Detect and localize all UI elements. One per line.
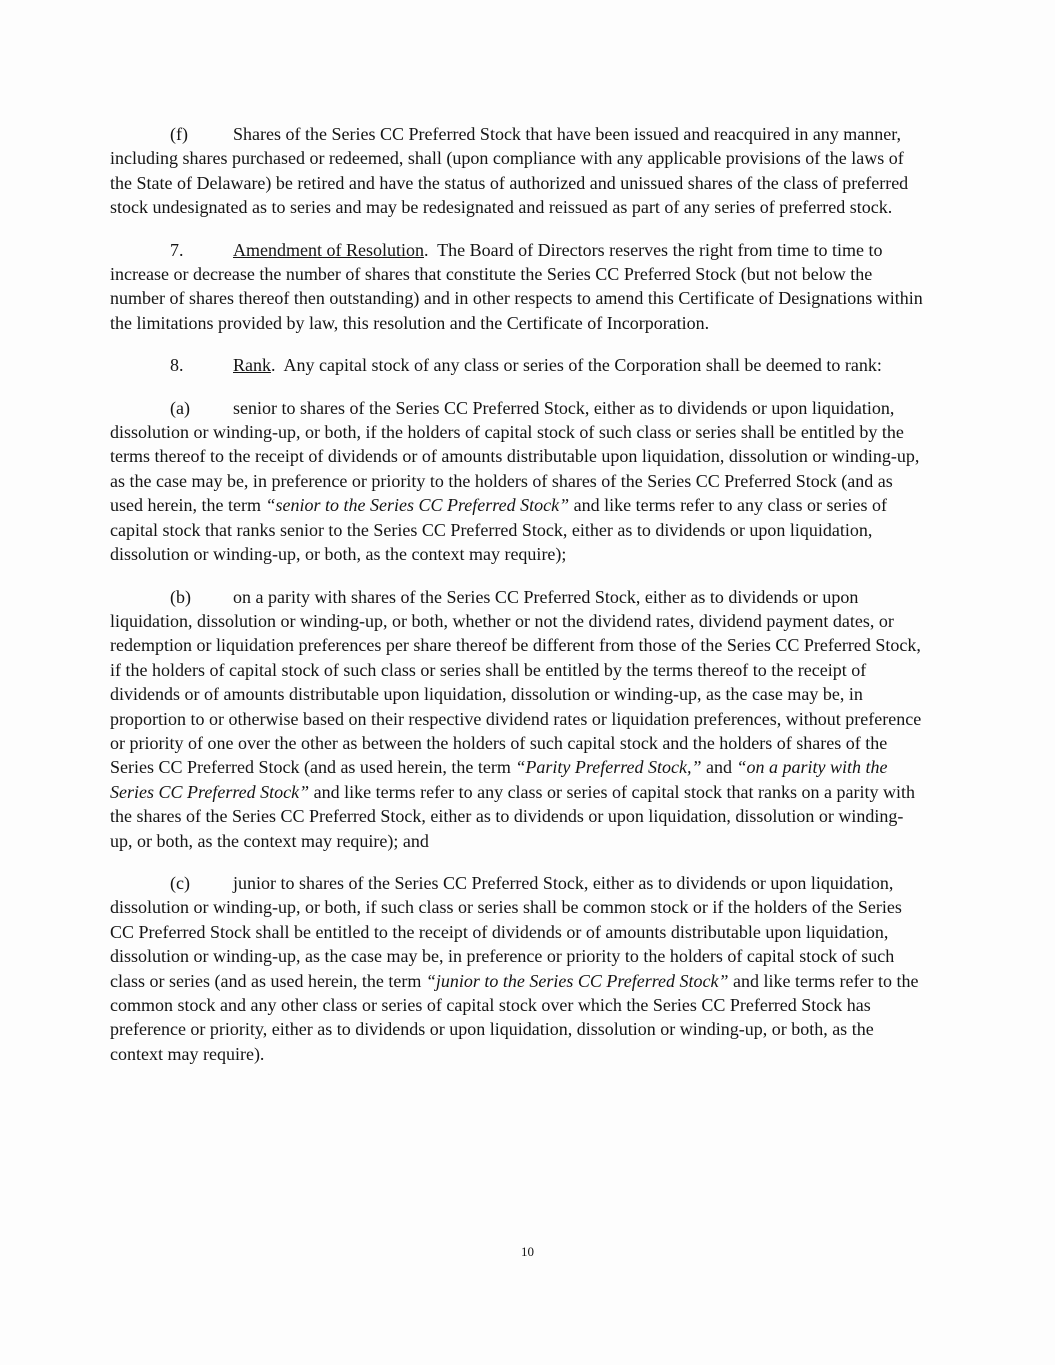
section-title-underlined: Rank [233, 355, 271, 376]
paragraph-b [110, 585, 924, 853]
paragraph-text: and like terms refer to the common stock and any other class or series of capital stock over which the Series CC Preferred Stock has preference or priority, either as to dividends or upon liquidation, dissolution or winding-up, or both, as the context may require). [110, 970, 923, 1064]
section-title-underlined: Amendment of Resolution [233, 239, 424, 260]
paragraph-a [110, 396, 924, 567]
paragraph-text: . The Board of Directors reserves the right from time to time to increase or decrease the number of shares that constitute the Series CC Preferred Stock (but not below the number of shares thereof then outstanding) and in other respects to amend this Certificate of Designations within the limitations provided by law, this resolution and the Certificate of Incorporation. [110, 239, 928, 333]
paragraph-label: 8. [170, 355, 184, 376]
paragraph-text: on a parity with shares of the Series CC Preferred Stock, either as to dividends or upon liquidation, dissolution or winding-up, or both, whether or not the dividend rates, dividend payment dates, or redemption or liquidation preferences per share thereof be different from those of the Series CC Preferred Stock, if the holders of capital stock of such class or series shall be entitled by the terms thereof to the receipt of dividends or of amounts distributable upon liquidation, dissolution or winding-up, as the case may be, in proportion to or otherwise based on their respective dividend rates or liquidation preferences, without preference or priority of one over the other as between the holders of such capital stock and the holders of shares of the Series CC Preferred Stock (and as used herein, the term [110, 586, 926, 778]
document-body [110, 122, 928, 1084]
paragraph-label: (b) [170, 586, 191, 607]
paragraph-text: . Any capital stock of any class or series of the Corporation shall be deemed to rank: [271, 355, 882, 376]
paragraph-label: (c) [170, 872, 190, 893]
defined-term-italic: “junior to the Series CC Preferred Stock” [425, 970, 729, 991]
paragraph-text: junior to shares of the Series CC Preferred Stock, either as to dividends or upon liquidation, dissolution or winding-up, or both, if such class or series shall be common stock or if the holders of the Series CC Preferred Stock shall be entitled to the receipt of dividends or of amounts distributable upon liquidation, dissolution or winding-up, as the case may be, in preference or priority to the holders of capital stock of such class or series (and as used herein, the term [110, 872, 907, 991]
defined-term-italic: “Parity Preferred Stock,” [515, 757, 702, 778]
paragraph-c [110, 871, 924, 1066]
paragraph-text: and like terms refer to any class or series of capital stock that ranks on a parity with the shares of the Series CC Preferred Stock, either as to dividends or upon liquidation, dissolution or winding-up, or both, as the context may require); and [110, 781, 920, 851]
paragraph-label: 7. [170, 239, 184, 260]
defined-term-italic: “senior to the Series CC Preferred Stock” [265, 495, 570, 516]
page-number: 10 [521, 1244, 534, 1259]
paragraph-8-rank [110, 353, 924, 377]
paragraph-text: senior to shares of the Series CC Preferred Stock, either as to dividends or upon liquidation, dissolution or winding-up, or both, if the holders of capital stock of such class or series shall be entitled by the terms thereof to the receipt of dividends or of amounts distributable upon liquidation, dissolution or winding-up, as the case may be, in preference or priority to the holders of shares of the Series CC Preferred Stock (and as used herein, the term [110, 397, 924, 516]
paragraph-7-amendment-of-resolution [110, 238, 928, 336]
defined-term-italic: “on a parity with the Series CC Preferred Stock” [110, 757, 893, 802]
paragraph-text: and like terms refer to any class or series of capital stock that ranks senior to the Series CC Preferred Stock, either as to dividends or upon liquidation, dissolution or winding-up, or both, as the context may require); [110, 495, 892, 565]
paragraph-f [110, 122, 924, 220]
paragraph-text: and [701, 757, 737, 778]
paragraph-label: (f) [170, 124, 188, 144]
paragraph-label: (a) [170, 397, 190, 418]
paragraph-text: Shares of the Series CC Preferred Stock that have been issued and reacquired in any manner, including shares purchased or redeemed, shall (upon compliance with any applicable provisions of the laws of the State of Delaware) be retired and have the status of authorized and unissued shares of the class of preferred stock undesignated as to series and may be redesignated and reissued as part of any series of preferred stock. [110, 124, 913, 218]
